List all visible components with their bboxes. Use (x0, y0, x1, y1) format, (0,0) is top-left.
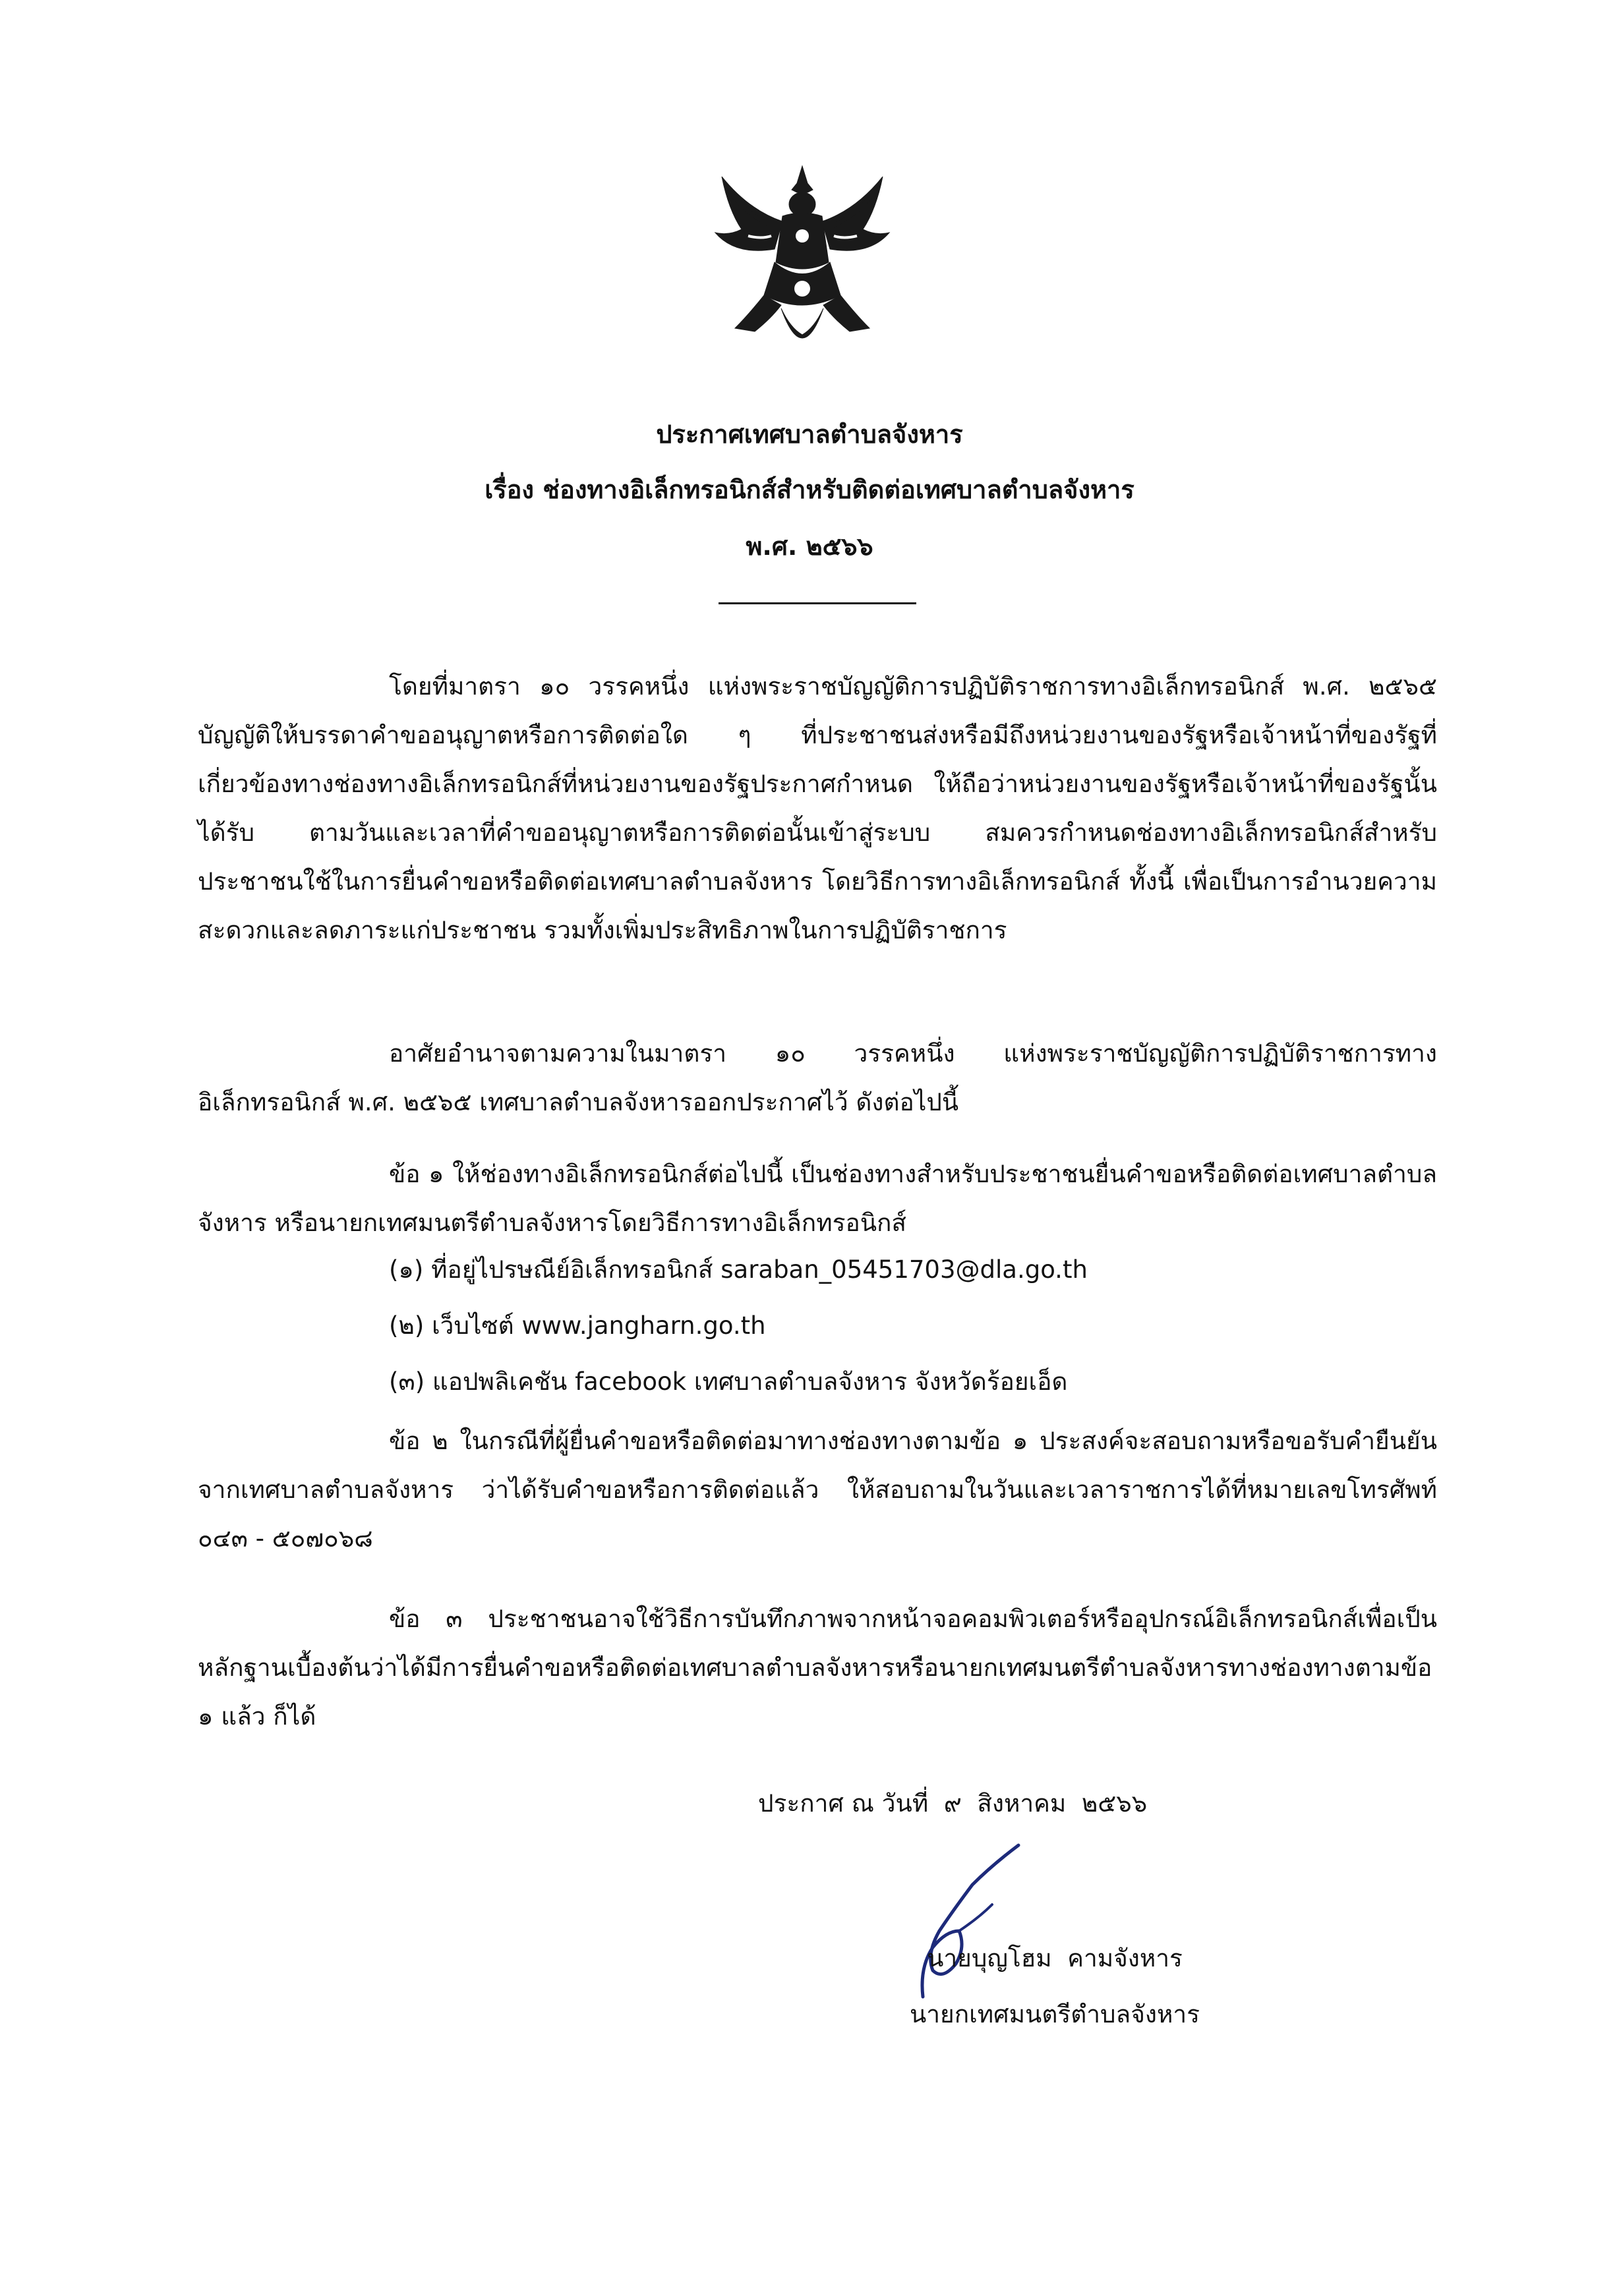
garuda-emblem-icon (709, 163, 897, 368)
signer-name: นายบุญโฮม คามจังหาร (927, 1944, 1183, 1972)
announcement-org: ประกาศเทศบาลตำบลจังหาร (656, 420, 963, 449)
clause-3: ข้อ ๓ ประชาชนอาจใช้วิธีการบันทึกภาพจากหน้าจอคอมพิวเตอร์หรืออุปกรณ์อิเล็กทรอนิกส์เพื่อเป็นหลักฐานเบื้องต้นว่าได้มีการยื่นคำขอหรือติดต่อเทศบาลตำบลจังหารหรือนายกเทศมนตรีตำบลจังหารทางช่องทางตามข้อ ๑ แล้ว ก็ได้ (198, 1605, 1437, 1731)
announcement-subject: เรื่อง ช่องทางอิเล็กทรอนิกส์สำหรับติดต่อเทศบาลตำบลจังหาร (485, 475, 1134, 504)
channel-email: (๑) ที่อยู่ไปรษณีย์อิเล็กทรอนิกส์ saraban_05451703@dla.go.th (389, 1255, 1088, 1284)
body-paragraph-1: โดยที่มาตรา ๑๐ วรรคหนึ่ง แห่งพระราชบัญญัติการปฏิบัติราชการทางอิเล็กทรอนิกส์ พ.ศ. ๒๕๖๕ บัญญัติให้บรรดาคำขออนุญาตหรือการติดต่อใด ๆ ที่ประชาชนส่งหรือมีถึงหน่วยงานของรัฐหรือเจ้าหน้าที่ของรัฐที่เกี่ยวข้องทางช่องทางอิเล็กทรอนิกส์ที่หน่วยงานของรัฐประกาศกำหนด ให้ถือว่าหน่วยงานของรัฐหรือเจ้าหน้าที่ของรัฐนั้นได้รับ ตามวันและเวลาที่คำขออนุญาตหรือการติดต่อนั้นเข้าสู่ระบบ สมควรกำหนดช่องทางอิเล็กทรอนิกส์สำหรับประชาชนใช้ในการยื่นคำขอหรือติดต่อเทศบาลตำบลจังหาร โดยวิธีการทางอิเล็กทรอนิกส์ ทั้งนี้ เพื่อเป็นการอำนวยความสะดวกและลดภาระแก่ประชาชน รวมทั้งเพิ่มประสิทธิภาพในการปฏิบัติราชการ (198, 672, 1437, 944)
clause-2: ข้อ ๒ ในกรณีที่ผู้ยื่นคำขอหรือติดต่อมาทางช่องทางตามข้อ ๑ ประสงค์จะสอบถามหรือขอรับคำยืนยันจากเทศบาลตำบลจังหาร ว่าได้รับคำขอหรือการติดต่อแล้ว ให้สอบถามในวันและเวลาราชการได้ที่หมายเลขโทรศัพท์ ๐๔๓ - ๕๐๗๐๖๘ (198, 1427, 1437, 1553)
header-divider (719, 602, 916, 604)
announcement-date: ประกาศ ณ วันที่ ๙ สิงหาคม ๒๕๖๖ (758, 1789, 1148, 1818)
clause-1: ข้อ ๑ ให้ช่องทางอิเล็กทรอนิกส์ต่อไปนี้ เป็นช่องทางสำหรับประชาชนยื่นคำขอหรือติดต่อเทศบาลตำบลจังหาร หรือนายกเทศมนตรีตำบลจังหารโดยวิธีการทางอิเล็กทรอนิกส์ (198, 1160, 1437, 1237)
channel-facebook: (๓) แอปพลิเคชัน facebook เทศบาลตำบลจังหาร จังหวัดร้อยเอ็ด (389, 1367, 1068, 1396)
body-paragraph-2: อาศัยอำนาจตามความในมาตรา ๑๐ วรรคหนึ่ง แห่งพระราชบัญญัติการปฏิบัติราชการทางอิเล็กทรอนิกส์ พ.ศ. ๒๕๖๕ เทศบาลตำบลจังหารออกประกาศไว้ ดังต่อไปนี้ (198, 1039, 1437, 1116)
announcement-year: พ.ศ. ๒๕๖๖ (746, 532, 873, 561)
channel-website: (๒) เว็บไซต์ www.jangharn.go.th (389, 1311, 766, 1340)
signer-title: นายกเทศมนตรีตำบลจังหาร (909, 2000, 1200, 2028)
